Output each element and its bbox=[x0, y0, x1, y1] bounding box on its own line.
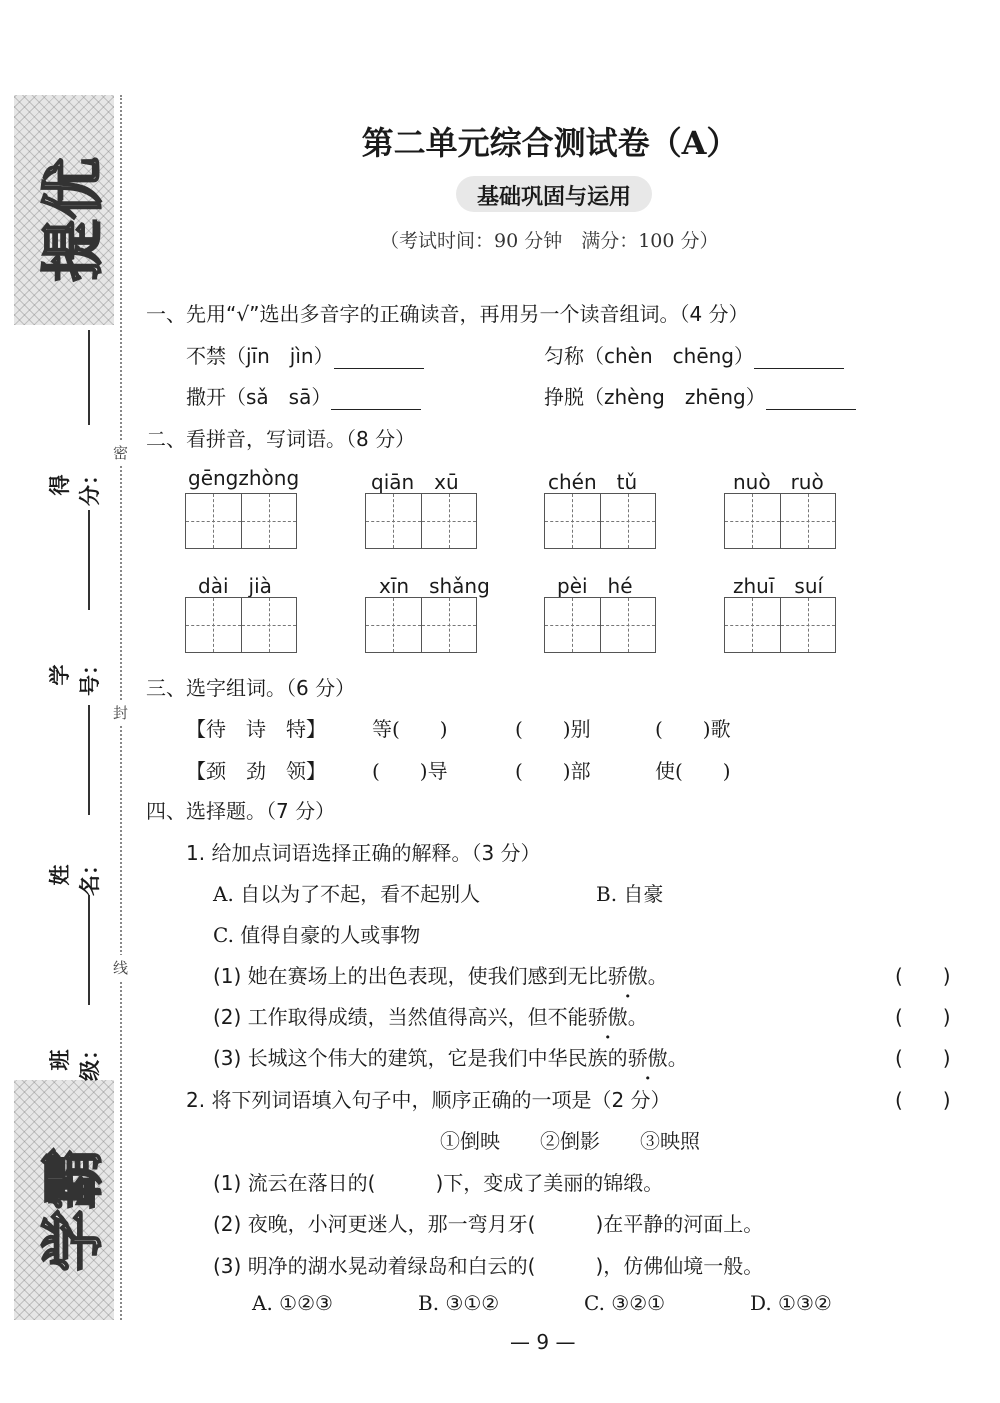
s1-item-2-pinyin: （chèn chēng） bbox=[584, 344, 754, 368]
number-label: 学号： bbox=[48, 654, 102, 696]
s1-item-4-pinyin: （zhèng zhēng） bbox=[584, 385, 766, 409]
pinyin-8: zhuī suí bbox=[733, 574, 824, 598]
pinyin-6: xīn shǎng bbox=[379, 574, 490, 598]
page-number: — 9 — bbox=[510, 1330, 576, 1354]
s1-item-3-word: 撒开 bbox=[186, 385, 226, 409]
name-label: 姓名： bbox=[48, 854, 102, 896]
q2-option-d[interactable]: D. ①③② bbox=[750, 1291, 832, 1315]
pinyin-7: pèi hé bbox=[557, 574, 633, 598]
class-line bbox=[88, 895, 90, 1005]
pinyin-1: gēngzhòng bbox=[188, 466, 300, 490]
seal-char-feng: 封 bbox=[113, 700, 128, 725]
q1-s1-end: 。 bbox=[647, 964, 668, 988]
section-2-heading: 二、看拼音，写词语。（8 分） bbox=[146, 427, 416, 451]
q2-option-c[interactable]: C. ③②① bbox=[584, 1291, 666, 1315]
exam-meta: （考试时间：90 分钟 满分：100 分） bbox=[380, 230, 719, 252]
section-3-heading: 三、选字组词。（6 分） bbox=[146, 676, 356, 700]
score-label: 得分： bbox=[48, 464, 102, 506]
q2-sentence-2: (2) 夜晚，小河更迷人，那一弯月牙( )在平静的河面上。 bbox=[213, 1212, 764, 1236]
s3-row1-chars: 【待 诗 特】 bbox=[186, 717, 326, 741]
seal-char-mi: 密 bbox=[113, 440, 128, 465]
q1-s3-text: (3) 长城这个伟大的建筑，它是我们中华民族的 bbox=[213, 1046, 628, 1070]
s1-item-4-word: 挣脱 bbox=[544, 385, 584, 409]
score-line bbox=[88, 330, 90, 425]
q1-sentence-1 bbox=[213, 960, 668, 989]
q1-sentence-2 bbox=[213, 1001, 648, 1030]
q1-s3-answer[interactable]: ( ) bbox=[895, 1046, 951, 1070]
s1-item-1-pinyin: （jīn jìn） bbox=[226, 344, 334, 368]
page-title: 第二单元综合测试卷（A） bbox=[361, 124, 739, 162]
s1-item-3-blank[interactable] bbox=[331, 392, 421, 410]
q1-s1-word: 骄傲 bbox=[607, 964, 648, 988]
s3-row1-b[interactable]: ( )别 bbox=[515, 717, 591, 741]
q1-s2-end: 。 bbox=[627, 1005, 648, 1029]
seal-char-xian: 线 bbox=[113, 955, 128, 980]
q1-s2-text: (2) 工作取得成绩，当然值得高兴，但不能 bbox=[213, 1005, 588, 1029]
q1-s1-text: (1) 她在赛场上的出色表现，使我们感到无比 bbox=[213, 964, 608, 988]
q1-sentence-3 bbox=[213, 1042, 688, 1071]
q2-option-a[interactable]: A. ①②③ bbox=[252, 1291, 333, 1315]
s1-item-1-blank[interactable] bbox=[334, 351, 424, 369]
q1-s3-word: 骄傲 bbox=[627, 1046, 668, 1070]
q2-option-b[interactable]: B. ③①② bbox=[418, 1291, 500, 1315]
s1-item-3 bbox=[186, 381, 421, 410]
s1-item-3-pinyin: （sǎ sā） bbox=[226, 385, 332, 409]
writing-grid-7[interactable] bbox=[544, 597, 656, 653]
s3-row2-c[interactable]: 使( ) bbox=[655, 759, 731, 783]
writing-grid-2[interactable] bbox=[365, 493, 477, 549]
q2-sentence-3: (3) 明净的湖水晃动着绿岛和白云的( )，仿佛仙境一般。 bbox=[213, 1254, 764, 1278]
pinyin-2: qiān xū bbox=[371, 470, 459, 494]
q1-s1-answer[interactable]: ( ) bbox=[895, 964, 951, 988]
name-line bbox=[88, 705, 90, 815]
s1-item-1-word: 不禁 bbox=[186, 344, 226, 368]
q1-s3-end: 。 bbox=[667, 1046, 688, 1070]
section-1-heading: 一、先用“√”选出多音字的正确读音，再用另一个读音组词。（4 分） bbox=[146, 302, 749, 326]
writing-grid-3[interactable] bbox=[544, 493, 656, 549]
q2-sentence-1: (1) 流云在落日的( )下，变成了美丽的锦缎。 bbox=[213, 1171, 664, 1195]
s3-row2-chars: 【颈 劲 领】 bbox=[186, 759, 326, 783]
writing-grid-1[interactable] bbox=[185, 493, 297, 549]
s3-row2-a[interactable]: ( )导 bbox=[372, 759, 448, 783]
s3-row1-c[interactable]: ( )歌 bbox=[655, 717, 731, 741]
q1-stem: 1. 给加点词语选择正确的解释。（3 分） bbox=[186, 841, 541, 865]
subtitle: 基础巩固与运用 bbox=[476, 185, 631, 210]
class-label: 班级： bbox=[48, 1039, 102, 1081]
brand-top-text: 提优 bbox=[36, 157, 110, 282]
writing-grid-5[interactable] bbox=[185, 597, 297, 653]
brand-bottom-text: 学霸 bbox=[36, 1147, 110, 1272]
s1-item-4 bbox=[544, 381, 856, 410]
s3-row1-a[interactable]: 等( ) bbox=[372, 717, 448, 741]
q2-stem: 2. 将下列词语填入句子中，顺序正确的一项是（2 分） bbox=[186, 1088, 671, 1112]
s3-row2-b[interactable]: ( )部 bbox=[515, 759, 591, 783]
number-line bbox=[88, 510, 90, 610]
s1-item-2-blank[interactable] bbox=[754, 351, 844, 369]
s1-item-1 bbox=[186, 340, 424, 369]
q1-option-b: B. 自豪 bbox=[596, 882, 664, 906]
pinyin-5: dài jià bbox=[198, 574, 272, 598]
q1-s2-word: 骄傲 bbox=[587, 1005, 628, 1029]
writing-grid-6[interactable] bbox=[365, 597, 477, 653]
writing-grid-8[interactable] bbox=[724, 597, 836, 653]
s1-item-2 bbox=[544, 340, 844, 369]
pinyin-3: chén tǔ bbox=[548, 470, 638, 494]
s1-item-2-word: 匀称 bbox=[544, 344, 584, 368]
section-4-heading: 四、选择题。（7 分） bbox=[146, 799, 336, 823]
writing-grid-4[interactable] bbox=[724, 493, 836, 549]
pinyin-4: nuò ruò bbox=[733, 470, 824, 494]
s1-item-4-blank[interactable] bbox=[766, 392, 856, 410]
q1-option-a: A. 自以为了不起，看不起别人 bbox=[213, 882, 481, 906]
q2-answer[interactable]: ( ) bbox=[895, 1088, 951, 1112]
q1-option-c: C. 值得自豪的人或事物 bbox=[213, 923, 421, 947]
q1-s2-answer[interactable]: ( ) bbox=[895, 1005, 951, 1029]
q2-word-list: ①倒映 ②倒影 ③映照 bbox=[440, 1129, 700, 1153]
